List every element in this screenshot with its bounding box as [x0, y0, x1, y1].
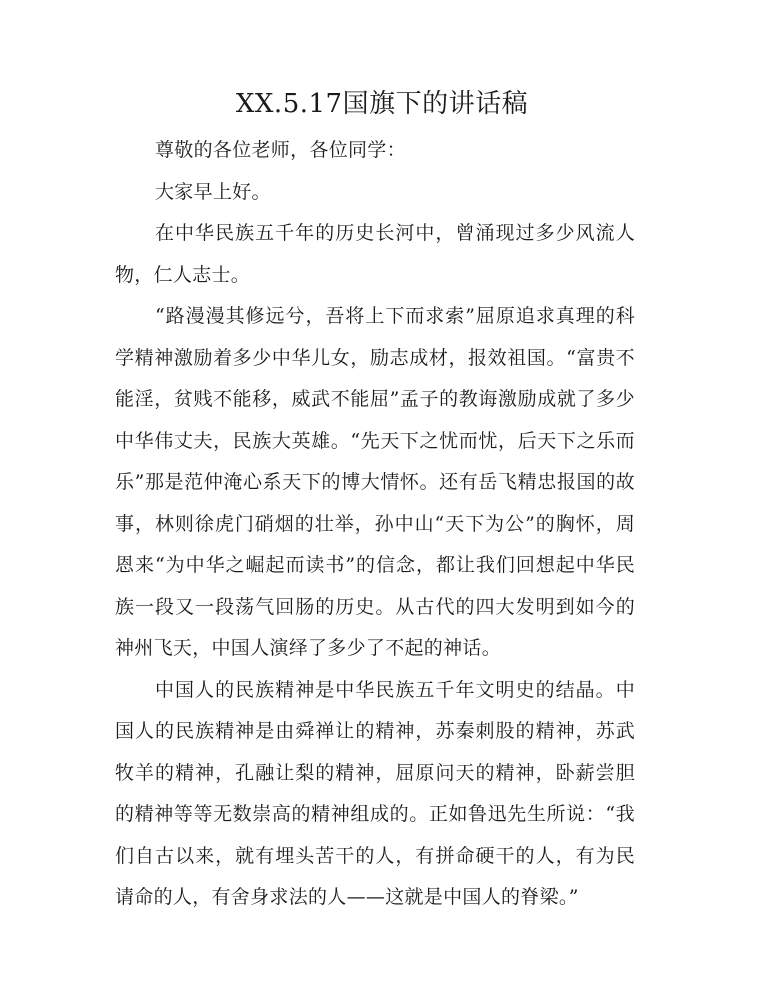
greeting-paragraph: 尊敬的各位老师，各位同学：	[155, 139, 406, 161]
body-paragraph-1: 在中华民族五千年的历史长河中，曾涌现过多少风流人物，仁人志士。	[115, 222, 635, 286]
document-page	[115, 84, 635, 919]
salutation-paragraph: 大家早上好。	[155, 180, 271, 203]
document-title: XX.5.17国旗下的讲话稿	[235, 89, 529, 119]
body-paragraph-3: 中国人的民族精神是中华民族五千年文明史的结晶。中国人的民族精神是由舜禅让的精神，苏秦刺股的精神，苏武牧羊的精神，孔融让梨的精神，屈原问天的精神，卧薪尝胆的精神等等无数崇高的精神组成的。正如鲁迅先生所说：“我们自古以来，就有埋头苦干的人，有拼命硬干的人，有为民请命的人，有舍身求法的人——这就是中国人的脊梁。”	[115, 678, 635, 908]
body-paragraph-2: “路漫漫其修远兮，吾将上下而求索”屈原追求真理的科学精神激励着多少中华儿女，励志成材，报效祖国。“富贵不能淫，贫贱不能移，威武不能屈”孟子的教诲激励成就了多少中华伟丈夫，民族大英雄。“先天下之忧而忧，后天下之乐而乐”那是范仲淹心系天下的博大情怀。还有岳飞精忠报国的故事，林则徐虎门硝烟的壮举，孙中山“天下为公”的胸怀，周恩来“为中华之崛起而读书”的信念，都让我们回想起中华民族一段又一段荡气回肠的历史。从古代的四大发明到如今的神州飞天，中国人演绎了多少了不起的神话。	[115, 305, 635, 659]
